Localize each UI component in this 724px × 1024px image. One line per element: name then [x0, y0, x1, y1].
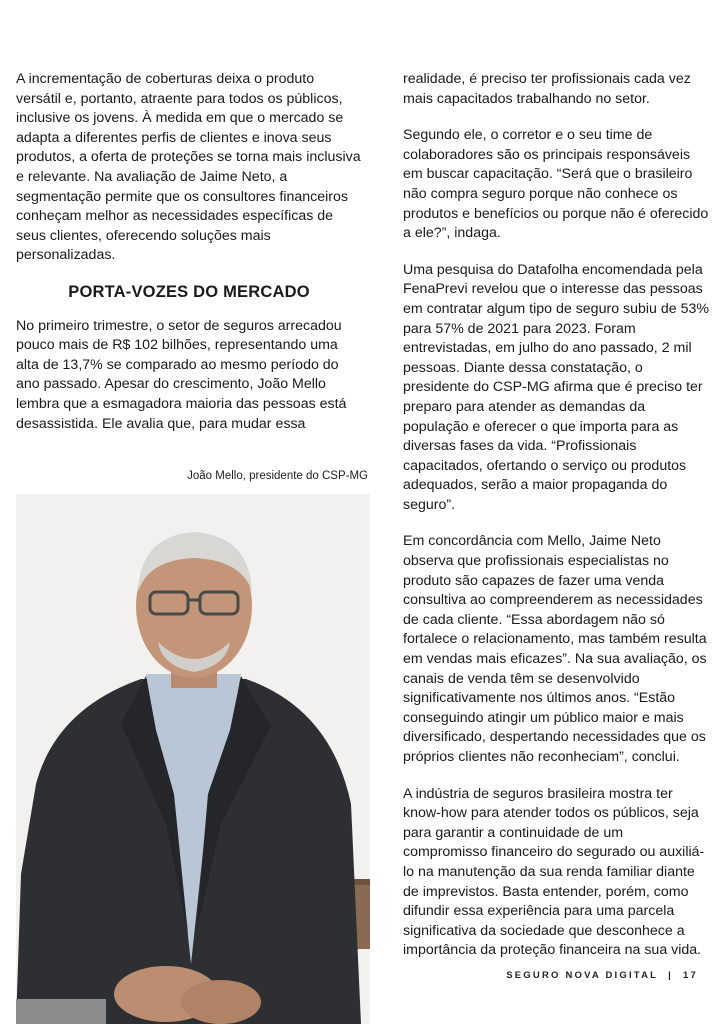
portrait-photo — [16, 494, 370, 1024]
article-paragraph: realidade, é preciso ter profissionais cada vez mais capacitados trabalhando no setor. — [403, 71, 691, 107]
left-column — [16, 70, 362, 451]
page-number: 17 — [683, 970, 698, 981]
right-column — [403, 70, 709, 978]
photo-caption: João Mello, presidente do CSP-MG — [187, 470, 368, 482]
article-paragraph: Uma pesquisa do Datafolha encomendada pela FenaPrevi revelou que o interesse das pessoas em contratar algum tipo de seguro subiu de 53% para 57% de 2021 para 2023. Foram entrevistadas, em julho do ano passado, 2 mil pessoas. Diante dessa constatação, o presidente do CSP-MG afirma que é preciso ter preparo para atender as demandas da população e oferecer o que importa para as diversas fases da vida. “Profissionais capacitados, ofertando o serviço ou produtos adequados, serão a maior propaganda do seguro”. — [403, 261, 710, 513]
article-paragraph: A incrementação de coberturas deixa o produto versátil e, portanto, atraente para todos os públicos, inclusive os jovens. À medida em que o mercado se adapta a diferentes perfis de clientes e inova seus produtos, a oferta de proteções se torna mais inclusiva e relevante. Na avaliação de Jaime Neto, a segmentação permite que os consultores financeiros conheçam melhor as necessidades específicas de seus clientes, oferecendo soluções mais personalizadas. — [16, 71, 361, 264]
publication-name: SEGURO NOVA DIGITAL — [506, 970, 659, 981]
page-footer — [506, 970, 698, 981]
article-paragraph: Em concordância com Mello, Jaime Neto observa que profissionais especialistas no produto são capazes de fazer uma venda consultiva ao compreenderem as necessidades de cada cliente. “Essa abordagem não só fortalece o relacionamento, mas também resulta em vendas mais eficazes”. Na sua avaliação, os canais de venda têm se desenvolvido significativamente nos últimos anos. “Estão conseguindo atingir um público maior e mais diversificado, despertando necessidades que os próprios clientes não reconheciam”, conclui. — [403, 533, 707, 765]
article-paragraph: Segundo ele, o corretor e o seu time de colaboradores são os principais responsáveis em buscar capacitação. “Será que o brasileiro não compra seguro porque não conhece os produtos e benefícios ou porque não é oferecido a ele?”, indaga. — [403, 127, 709, 242]
footer-separator: | — [668, 970, 674, 981]
article-paragraph: No primeiro trimestre, o setor de seguros arrecadou pouco mais de R$ 102 bilhões, representando uma alta de 13,7% se comparado ao mesmo período do ano passado. Apesar do crescimento, João Mello lembra que a esmagadora maioria das pessoas está desassistida. Ele avalia que, para mudar essa — [16, 317, 347, 432]
section-heading: PORTA-VOZES DO MERCADO — [68, 282, 310, 301]
article-paragraph: A indústria de seguros brasileira mostra ter know-how para atender todos os públicos, seja para garantir a continuidade de um compromisso financeiro do segurado ou auxiliá-lo na manutenção da sua renda familiar diante de imprevistos. Basta entender, porém, como difundir essa experiência para uma parcela significativa da sociedade que desconhece a importância da proteção financeira na sua vida. — [403, 785, 705, 959]
